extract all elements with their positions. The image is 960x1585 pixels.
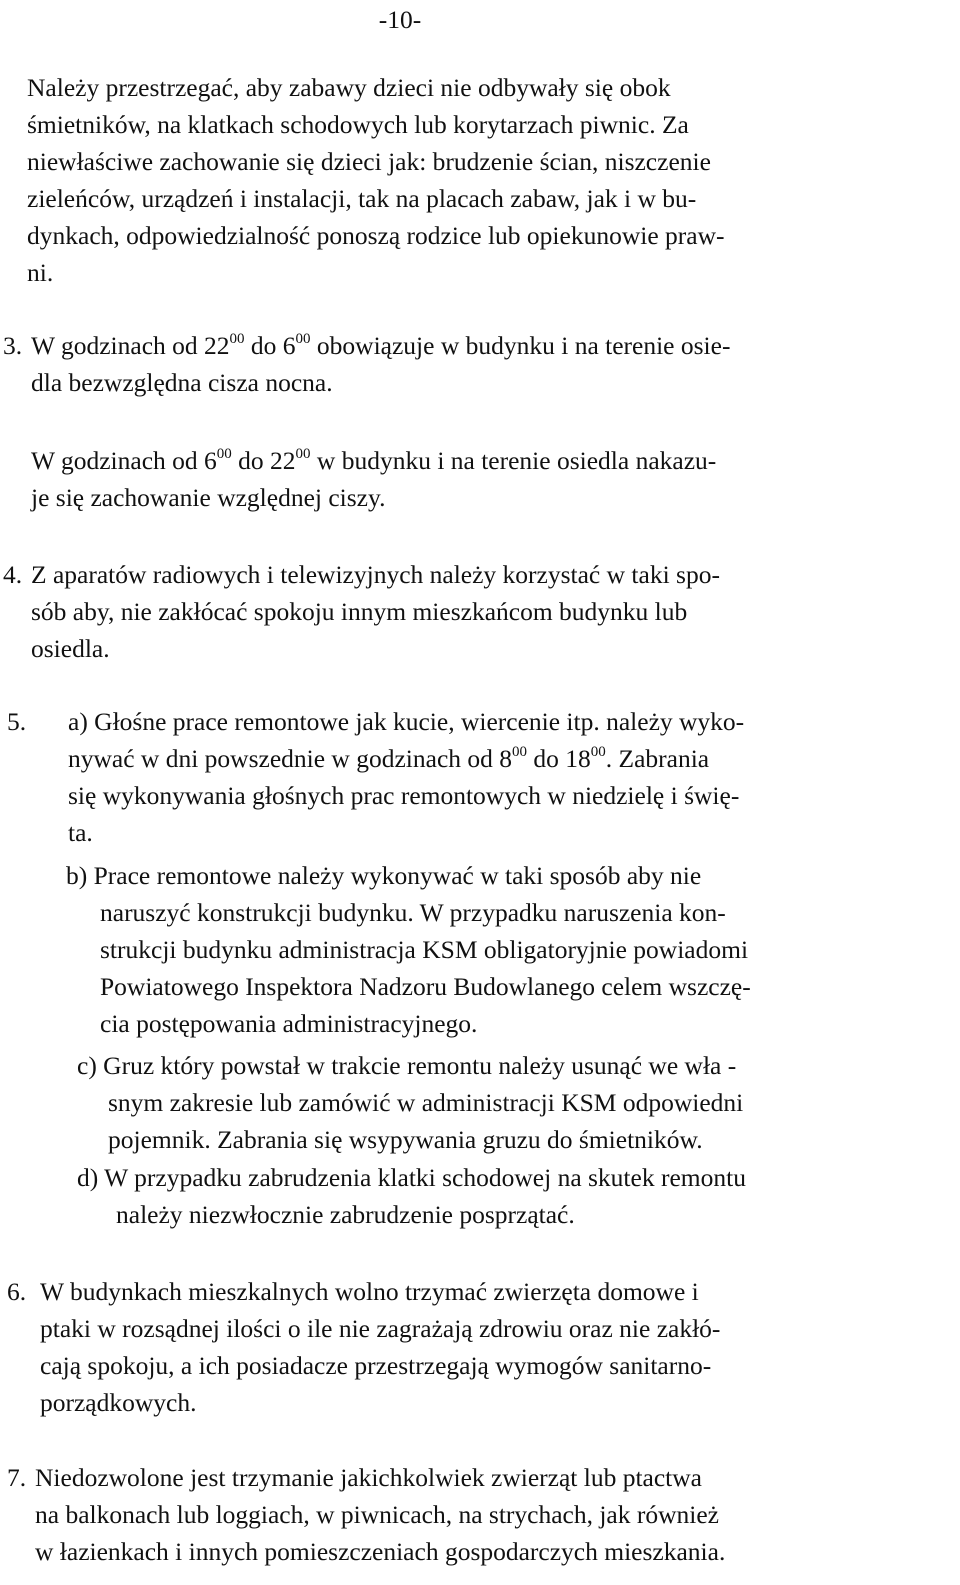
item-6-line: ptaki w rozsądnej ilości o ile nie zagrażają zdrowiu oraz nie zakłó- — [40, 1314, 721, 1343]
item-5c-line: snym zakresie lub zamówić w administracji KSM odpowiedni — [108, 1088, 744, 1117]
item-3-line: W godzinach od $22^{00}$ do $6^{00}$ obowiązuje w budynku i na terenie osie- — [31, 331, 731, 360]
item-3-line: W godzinach od $6^{00}$ do $22^{00}$ w budynku i na terenie osiedla nakazu- — [31, 446, 717, 475]
item-4-line: osiedla. — [31, 634, 110, 663]
item-5a-line: się wykonywania głośnych prac remontowych w niedzielę i świę- — [68, 781, 740, 810]
item-7-line: w łazienkach i innych pomieszczeniach gospodarczych mieszkania. — [35, 1537, 726, 1566]
item-5b-line: naruszyć konstrukcji budynku. W przypadku naruszenia kon- — [100, 898, 726, 927]
item-3-line: dla bezwzględna cisza nocna. — [31, 368, 333, 397]
item-number: 7. — [7, 1463, 27, 1492]
item-5c-line: c) Gruz który powstał w trakcie remontu należy usunąć we wła - — [77, 1051, 737, 1080]
item-5b-line: Powiatowego Inspektora Nadzoru Budowlanego celem wszczę- — [100, 972, 751, 1001]
item-5a-line: ta. — [68, 818, 93, 847]
item-5d-line: d) W przypadku zabrudzenia klatki schodowej na skutek remontu — [77, 1163, 746, 1192]
item-number: 5. — [7, 707, 27, 736]
item-6-line: porządkowych. — [40, 1388, 197, 1417]
intro-line: ni. — [27, 258, 54, 287]
item-7-line: na balkonach lub loggiach, w piwnicach, na strychach, jak również — [35, 1500, 720, 1529]
page-number: -10- — [378, 5, 422, 34]
item-5c-line: pojemnik. Zabrania się wsypywania gruzu do śmietników. — [108, 1125, 703, 1154]
item-5b-line: cia postępowania administracyjnego. — [100, 1009, 478, 1038]
intro-line: śmietników, na klatkach schodowych lub korytarzach piwnic. Za — [27, 110, 689, 139]
item-7-line: Niedozwolone jest trzymanie jakichkolwiek zwierząt lub ptactwa — [35, 1463, 702, 1492]
intro-line: dynkach, odpowiedzialność ponoszą rodzice lub opiekunowie praw- — [27, 221, 725, 250]
intro-line: niewłaściwe zachowanie się dzieci jak: brudzenie ścian, niszczenie — [27, 147, 711, 176]
item-6-line: cają spokoju, a ich posiadacze przestrzegają wymogów sanitarno- — [40, 1351, 712, 1380]
item-5d-line: należy niezwłocznie zabrudzenie posprzątać. — [116, 1200, 575, 1229]
item-number: 6. — [7, 1277, 27, 1306]
item-5a-line: nywać w dni powszednie w godzinach od $8^{00}$ do $18^{00}$. Zabrania — [68, 744, 710, 773]
item-6-line: W budynkach mieszkalnych wolno trzymać zwierzęta domowe i — [40, 1277, 699, 1306]
intro-line: Należy przestrzegać, aby zabawy dzieci nie odbywały się obok — [27, 73, 671, 102]
intro-line: zieleńców, urządzeń i instalacji, tak na placach zabaw, jak i w bu- — [27, 184, 697, 213]
item-5a-line: a) Głośne prace remontowe jak kucie, wiercenie itp. należy wyko- — [68, 707, 745, 736]
item-5b-line: strukcji budynku administracja KSM obligatoryjnie powiadomi — [100, 935, 749, 964]
item-number: 4. — [3, 560, 23, 589]
item-number: 3. — [3, 331, 23, 360]
item-4-line: Z aparatów radiowych i telewizyjnych należy korzystać w taki spo- — [31, 560, 720, 589]
item-5b-line: b) Prace remontowe należy wykonywać w taki sposób aby nie — [66, 861, 702, 890]
item-4-line: sób aby, nie zakłócać spokoju innym mieszkańcom budynku lub — [31, 597, 688, 626]
item-3-line: je się zachowanie względnej ciszy. — [31, 483, 386, 512]
